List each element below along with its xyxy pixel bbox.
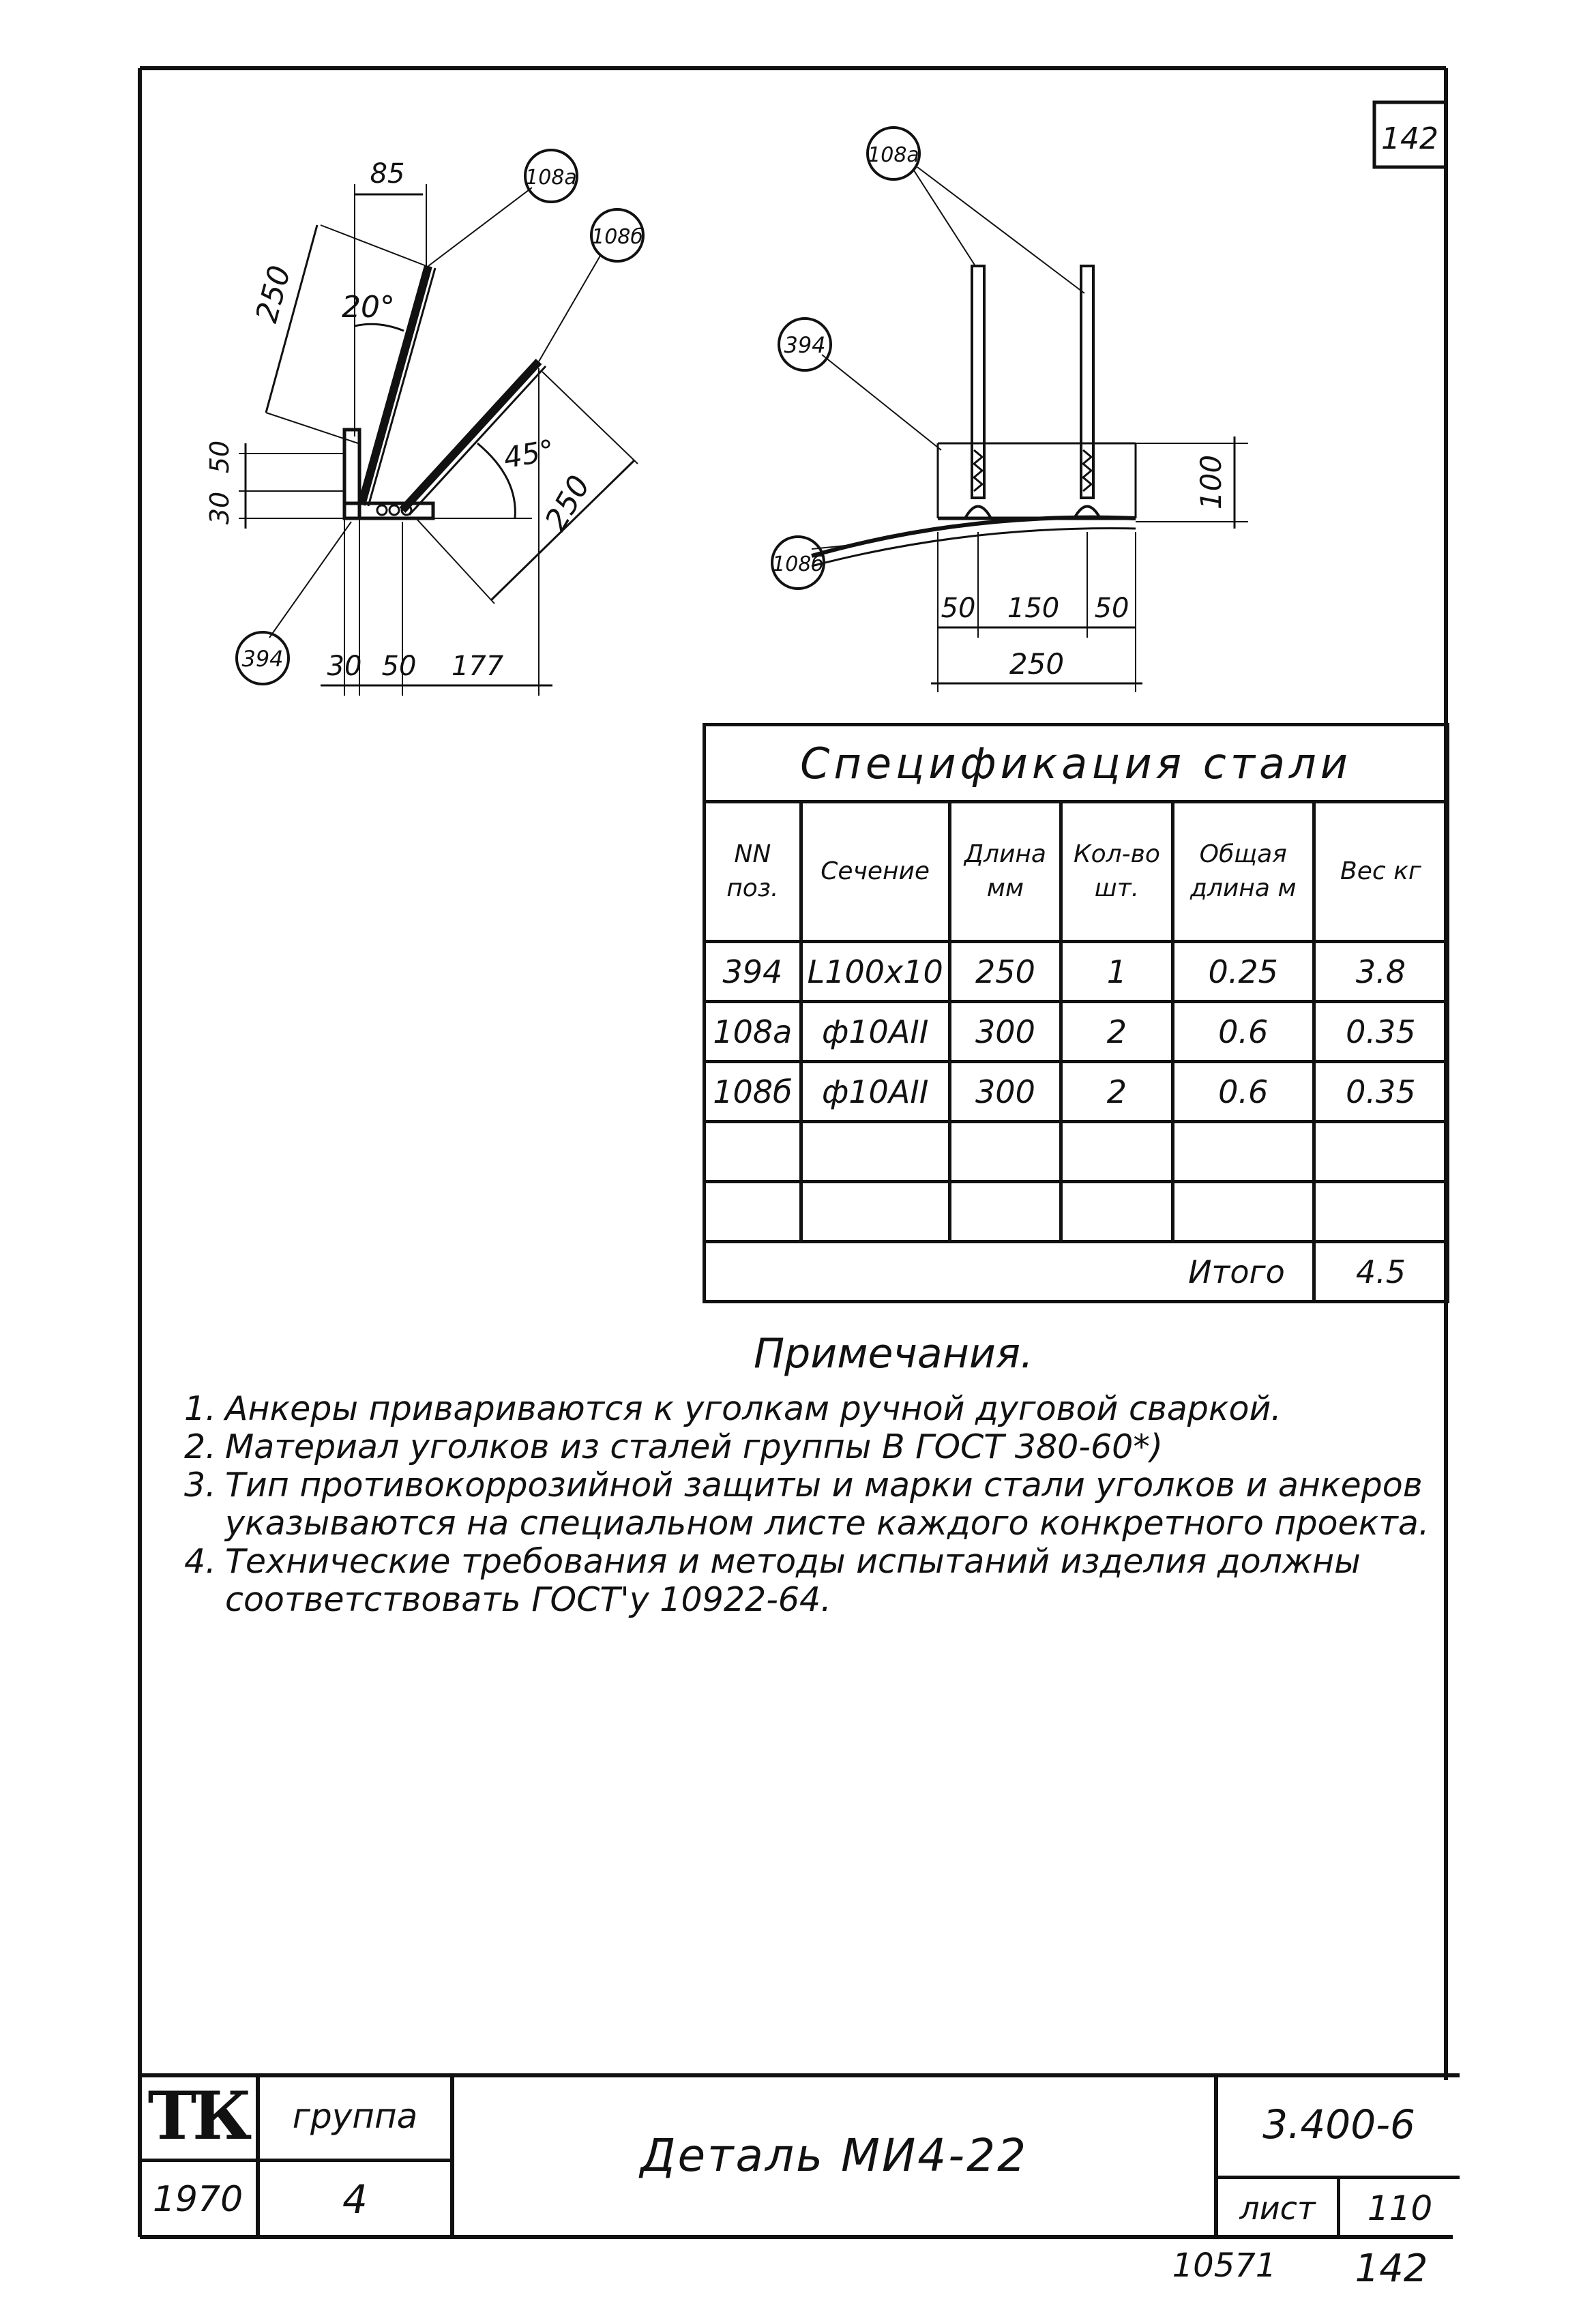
logo: ТК — [147, 2077, 248, 2154]
cell: 2 — [1061, 1002, 1173, 1062]
table-row — [705, 1062, 1448, 1122]
note-text: Анкеры привариваются к уголкам ручной дуговой сваркой. — [225, 1389, 1282, 1428]
callout-394-left: 394 — [241, 646, 284, 672]
dim-250-bar-b: 250 — [538, 469, 597, 537]
table-row-empty — [705, 1182, 1448, 1242]
cell: 0.6 — [1172, 1002, 1314, 1062]
note-number: 3. — [184, 1466, 216, 1505]
table-row — [705, 1002, 1448, 1062]
callout-394-right: 394 — [784, 332, 826, 358]
cell: 2 — [1061, 1062, 1173, 1122]
notes-section — [184, 1330, 1480, 1619]
cell: 300 — [949, 1062, 1061, 1122]
dim-50-right-b: 50 — [1094, 593, 1129, 624]
note-item — [184, 1543, 1480, 1619]
dim-100: 100 — [1194, 454, 1228, 510]
dim-177-bottom: 177 — [451, 651, 504, 682]
spec-header-total-length: Общая длина м — [1172, 802, 1314, 942]
cell: 108б — [705, 1062, 801, 1122]
cell: 0.6 — [1172, 1062, 1314, 1122]
spec-header-weight: Вес кг — [1314, 802, 1447, 942]
note-number: 1. — [184, 1389, 216, 1428]
note-number: 2. — [184, 1427, 216, 1466]
note-text: Технические требования и методы испытаний изделия должны соответствовать ГОСТ'у 10922-64. — [225, 1542, 1361, 1619]
cell: 0.35 — [1314, 1002, 1447, 1062]
cell: 3.8 — [1314, 942, 1447, 1002]
notes-title: Примечания. — [754, 1330, 1033, 1378]
cell: L100x10 — [801, 942, 949, 1002]
total-value: 4.5 — [1314, 1242, 1447, 1302]
left-view-labels — [205, 158, 643, 682]
spec-header-qty: Кол-во шт. — [1061, 802, 1173, 942]
footer-page: 142 — [1355, 2247, 1428, 2291]
dim-angle-20: 20° — [342, 290, 395, 325]
right-view-labels — [772, 143, 1228, 681]
cell: 300 — [949, 1002, 1061, 1062]
group-label: группа — [292, 2096, 418, 2136]
dim-150-right: 150 — [1007, 593, 1060, 624]
cell: 1 — [1061, 942, 1173, 1002]
note-number: 4. — [184, 1542, 216, 1581]
table-total-row — [705, 1242, 1448, 1302]
note-text: Материал уголков из сталей группы В ГОСТ 380-60*) — [225, 1427, 1163, 1466]
dim-50-bottom: 50 — [381, 651, 417, 682]
title-block — [140, 2073, 1460, 2237]
dim-50-right-a: 50 — [941, 593, 976, 624]
dim-30-left: 30 — [205, 491, 235, 525]
dim-250-bar-a: 250 — [249, 262, 298, 327]
cell: ф10АII — [801, 1062, 949, 1122]
total-label: Итого — [705, 1242, 1314, 1302]
corner-number-box — [1374, 102, 1446, 167]
spec-header-section: Сечение — [801, 802, 949, 942]
note-text: Тип противокоррозийной защиты и марки стали уголков и анкеров указываются на специальном листе каждого конкретного проекта. — [225, 1466, 1430, 1543]
group-value: 4 — [342, 2176, 368, 2223]
sheet-label: лист — [1239, 2189, 1316, 2227]
sheet-value: 110 — [1367, 2188, 1433, 2228]
callout-108b-left: 108б — [591, 225, 643, 249]
cell: 394 — [705, 942, 801, 1002]
drawing-title: Деталь МИ4-22 — [640, 2129, 1029, 2182]
spec-header-length: Длина мм — [949, 802, 1061, 942]
dim-250-total: 250 — [1009, 647, 1065, 681]
callout-108a-left: 108а — [525, 166, 577, 190]
footer-code: 10571 — [1172, 2247, 1277, 2285]
cell: ф10АII — [801, 1002, 949, 1062]
cell: 0.25 — [1172, 942, 1314, 1002]
cell: 0.35 — [1314, 1062, 1447, 1122]
left-view — [237, 150, 643, 696]
note-item — [184, 1466, 1480, 1543]
dim-50-left: 50 — [205, 440, 235, 474]
callout-108a-right: 108а — [868, 143, 919, 167]
series-number: 3.400-6 — [1262, 2101, 1415, 2148]
dim-85: 85 — [370, 158, 405, 190]
callout-108b-right: 108б — [772, 552, 824, 576]
table-row-empty — [705, 1122, 1448, 1182]
year: 1970 — [152, 2179, 243, 2220]
note-item — [184, 1390, 1480, 1428]
note-item — [184, 1428, 1480, 1466]
corner-number: 142 — [1381, 121, 1438, 156]
spec-header-pos: NN поз. — [705, 802, 801, 942]
bar-b-left — [402, 361, 539, 510]
table-row — [705, 942, 1448, 1002]
cell: 250 — [949, 942, 1061, 1002]
dim-angle-45: 45° — [501, 433, 557, 475]
cell: 108а — [705, 1002, 801, 1062]
dim-30-bottom: 30 — [327, 651, 362, 682]
steel-spec-table — [703, 723, 1449, 1290]
spec-title: Спецификация стали — [705, 725, 1448, 802]
